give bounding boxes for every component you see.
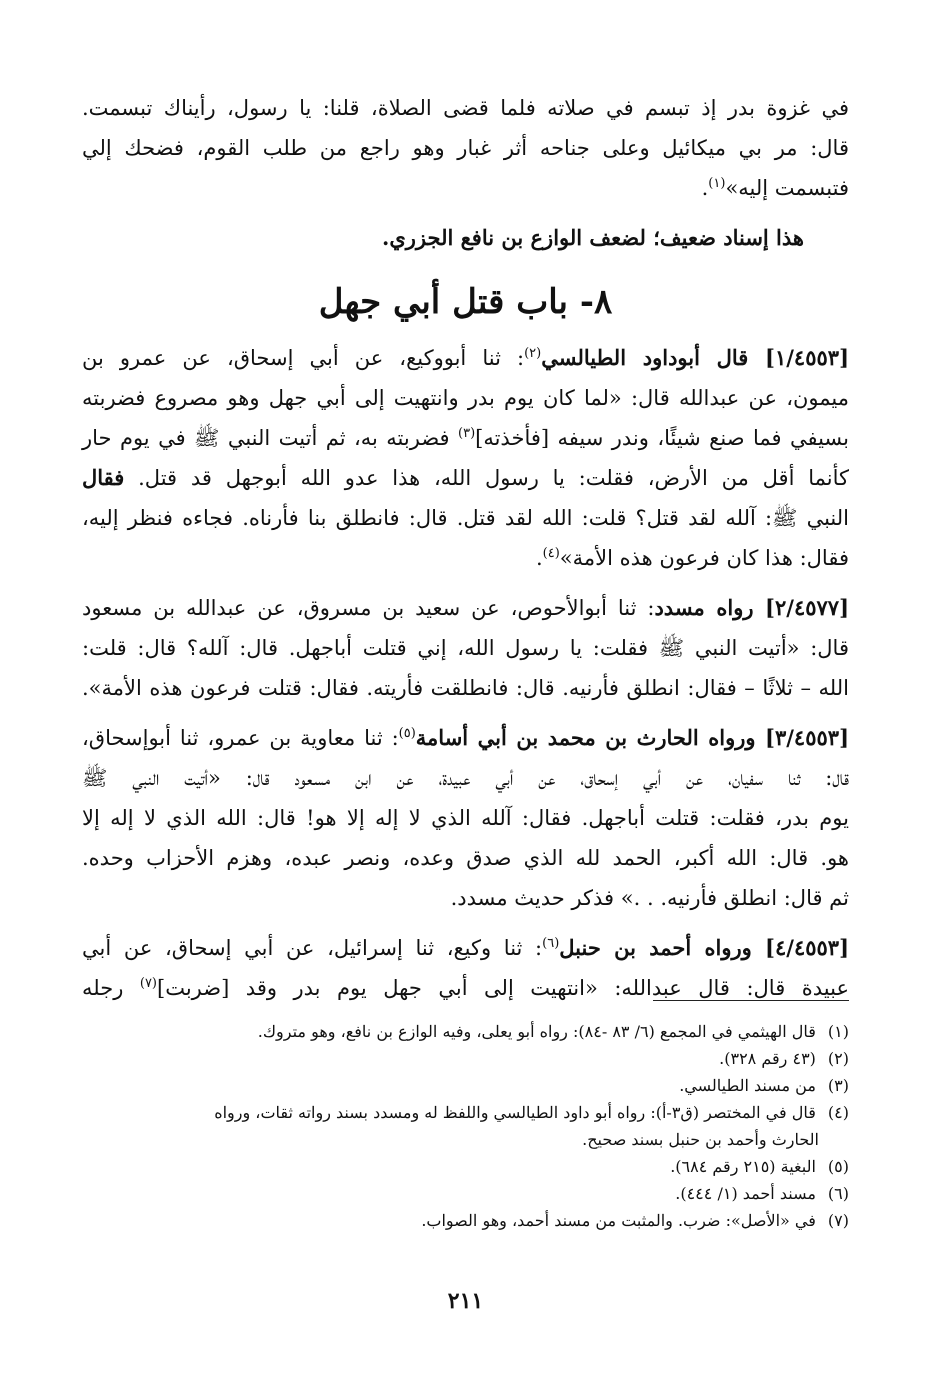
hadith-ref: [١/٤٥٥٣] قال أبوداود الطيالسي bbox=[541, 345, 849, 370]
paragraph-hadith-3 bbox=[82, 718, 849, 918]
text-line: فقال: هذا كان فرعون هذه الأمة»$^{(٤)}$. bbox=[535, 546, 849, 570]
paragraph-hadith-2 bbox=[82, 588, 849, 708]
text-line: بسيفي فما صنع شيئًا، وندر سيفه [فأخذته]$^{(٣)}$ فضربته به، ثم أتيت النبي ﷺ في يوم حار bbox=[82, 426, 850, 450]
chapter-title: ٨- باب قتل أبي جهل bbox=[318, 282, 613, 322]
footnote bbox=[82, 1180, 849, 1207]
text-line: قال: ثنا سفيان، عن أبي إسحاق، عن أبي عبيدة، عن ابن مسعود قال: «أتيت النبي ﷺ bbox=[82, 766, 849, 790]
text-line: ثم قال: انطلق فأرنيه. . .» فذكر حديث مسدد. bbox=[450, 886, 849, 910]
footnote-ref: (١) bbox=[708, 176, 726, 191]
footnote-text: البغية (٢١٥ رقم ٦٨٤). bbox=[670, 1157, 816, 1176]
footnote-text: (٤٣ رقم ٣٢٨). bbox=[719, 1049, 816, 1068]
footnote bbox=[82, 1018, 849, 1045]
text-line: في غزوة بدر إذ تبسم في صلاته فلما قضى الصلاة، قلنا: يا رسول، رأيناك تبسمت. bbox=[82, 96, 849, 120]
text-line: النبي ﷺ: آلله لقد قتل؟ قلت: الله لقد قتل. قال: فانطلق بنا فأرناه. فجاءه فنظر إليه، bbox=[82, 506, 849, 530]
footnote-ref: (٤) bbox=[542, 546, 560, 561]
text-line: [٢/٤٥٧٧] رواه مسدد: ثنا أبوالأحوص، عن سعيد بن مسروق، عن عبدالله بن مسعود bbox=[82, 595, 850, 620]
footnote bbox=[82, 1153, 849, 1180]
footnote-label: (٧) bbox=[827, 1211, 849, 1230]
text-line: الله – ثلاثًا – فقال: انطلق فأرنيه. قال: فانطلقت فأريته. فقال: قتلت فرعون هذه الأمة». bbox=[82, 676, 849, 700]
footnote-label: (١) bbox=[827, 1022, 849, 1041]
page-number: ٢١١ bbox=[447, 1288, 484, 1314]
isnad-verdict: هذا إسناد ضعيف؛ لضعف الوازع بن نافع الجزري. bbox=[382, 225, 804, 250]
footnote-text: قال الهيثمي في المجمع (٦/ ٨٣ -٨٤): رواه أبو يعلى، وفيه الوازع بن نافع، وهو متروك. bbox=[257, 1022, 816, 1041]
text-line: [٤/٤٥٥٣] ورواه أحمد بن حنبل$^{(٦)}$: ثنا وكيع، ثنا إسرائيل، عن أبي إسحاق، عن أبي bbox=[82, 935, 850, 960]
footnote-text: في «الأصل»: ضرب. والمثبت من مسند أحمد، وهو الصواب. bbox=[421, 1211, 816, 1230]
hadith-ref: [٣/٤٥٥٣] ورواه الحارث بن محمد بن أبي أسامة bbox=[415, 725, 849, 750]
text-line: عبيدة قال: قال عبدالله: «انتهيت إلى أبي جهل يوم بدر وقد [ضربت]$^{(٧)}$ رجله bbox=[82, 976, 849, 1000]
footnote-ref: (٥) bbox=[398, 726, 416, 741]
text-line: قال: «أتيت النبي ﷺ فقلت: يا رسول الله، إني قتلت أباجهل. قال: آلله؟ قال: قلت: bbox=[82, 636, 849, 660]
paragraph-hadith-continuation bbox=[82, 88, 849, 208]
footnote-ref: (٢) bbox=[524, 346, 542, 361]
footnotes bbox=[82, 1018, 849, 1234]
footnote-text: قال في المختصر (ق٣-أ): رواه أبو داود الطيالسي واللفظ له ومسدد بسند رواته ثقات، ورواه bbox=[214, 1103, 816, 1122]
footnote bbox=[82, 1045, 849, 1072]
footnote-text: من مسند الطيالسي. bbox=[679, 1076, 816, 1095]
footnote-ref: (٧) bbox=[139, 976, 157, 991]
footnote-label: (٦) bbox=[827, 1184, 849, 1203]
text-line: [٣/٤٥٥٣] ورواه الحارث بن محمد بن أبي أسامة$^{(٥)}$: ثنا معاوية بن عمرو، ثنا أبوإسحاق، bbox=[82, 725, 849, 750]
footnote-ref: (٦) bbox=[542, 936, 560, 951]
footnote-text: الحارث وأحمد بن حنبل بسند صحيح. bbox=[582, 1130, 819, 1149]
text-line: ميمون، عن عبدالله قال: «لما كان يوم بدر وانتهيت إلى أبي جهل وهو مصروع فضربته bbox=[82, 386, 849, 410]
footnote-continuation bbox=[82, 1126, 849, 1153]
footnote-label: (٣) bbox=[827, 1076, 849, 1095]
text-line: قال: مر بي ميكائيل وعلى جناحه أثر غبار وهو راجع من طلب القوم، فضحك إلي bbox=[82, 136, 849, 160]
footnote-label: (٤) bbox=[827, 1103, 849, 1122]
hadith-ref: [٢/٤٥٧٧] رواه مسدد bbox=[654, 595, 850, 620]
footnote-label: (٥) bbox=[827, 1157, 849, 1176]
footnote bbox=[82, 1207, 849, 1234]
text-line: هو. قال: الله أكبر، الحمد لله الذي صدق وعده، ونصر عبده، وهزم الأحزاب وحده. bbox=[82, 846, 849, 870]
hadith-ref: [٤/٤٥٥٣] ورواه أحمد بن حنبل bbox=[559, 935, 850, 960]
footnote-ref: (٣) bbox=[458, 426, 476, 441]
text-line: فتبسمت إليه»$^{(١)}$. bbox=[701, 176, 849, 200]
footnote bbox=[82, 1099, 849, 1126]
footnote bbox=[82, 1072, 849, 1099]
text-line: كأنما أقل من الأرض، فقلت: يا رسول الله، هذا عدو الله أبوجهل قد قتل. فقال bbox=[82, 465, 849, 490]
footnote-label: (٢) bbox=[827, 1049, 849, 1068]
text-line: يوم بدر، فقلت: قتلت أباجهل. فقال: آلله الذي لا إله إلا هو! قال: الله الذي لا إله إلا bbox=[82, 806, 849, 830]
paragraph-hadith-1 bbox=[82, 338, 849, 578]
text-line: [١/٤٥٥٣] قال أبوداود الطيالسي$^{(٢)}$: ثنا أبووكيع، عن أبي إسحاق، عن عمرو بن bbox=[82, 345, 849, 370]
footnote-divider bbox=[653, 1000, 849, 1001]
footnote-text: مسند أحمد (١/ ٤٤٤). bbox=[675, 1184, 816, 1203]
paragraph-hadith-4 bbox=[82, 928, 849, 1008]
